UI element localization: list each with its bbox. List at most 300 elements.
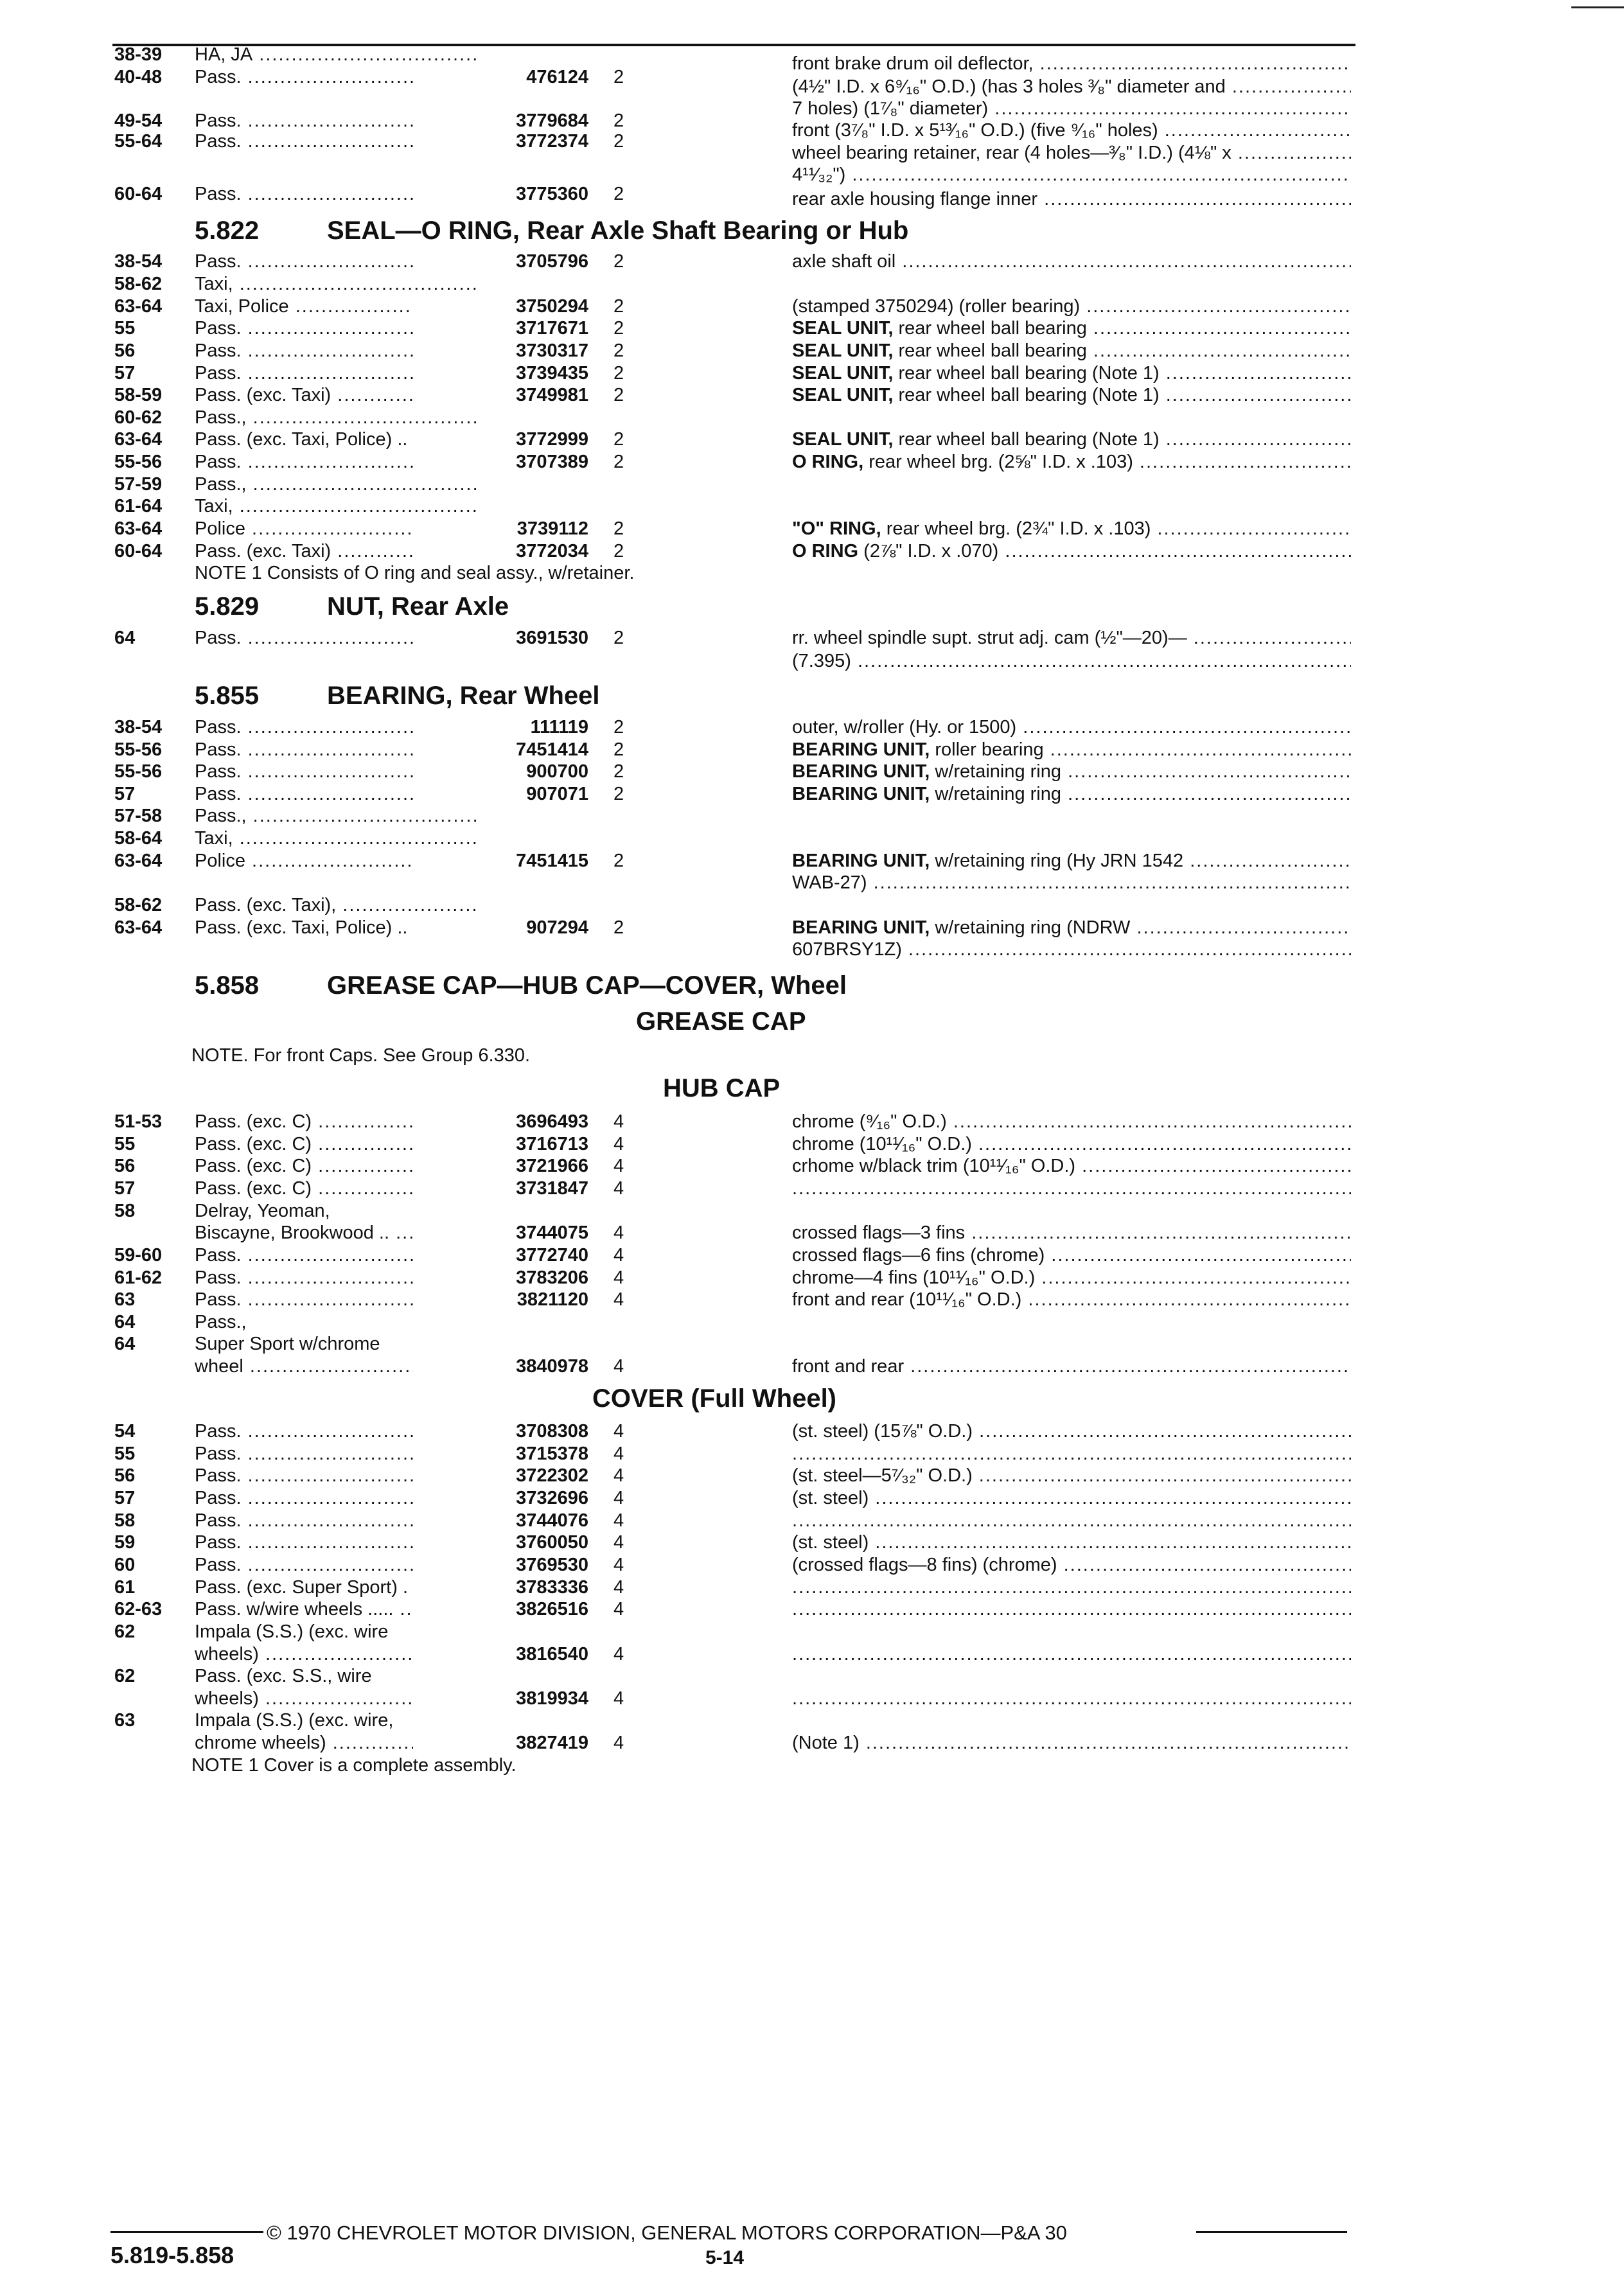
table-row [0, 1688, 1624, 1711]
table-row [0, 340, 1624, 364]
part-description [792, 1465, 1351, 1487]
quantity: 4 [613, 1421, 624, 1442]
part-number: 3783206 [413, 1267, 588, 1289]
table-row [0, 1644, 1624, 1667]
quantity: 2 [613, 318, 624, 339]
table-row [0, 917, 1624, 940]
year-range: 55-56 [114, 452, 163, 473]
table-row [0, 274, 1624, 297]
description-text: rear wheel brg. (2¾" I.D. x .103) [881, 518, 1151, 539]
model-name: Pass. ..... [195, 1465, 477, 1487]
description-text: (st. steel) (15⅞" O.D.) [792, 1421, 973, 1442]
model-name: Pass. ..... [195, 1289, 477, 1311]
part-number: 900700 [413, 761, 588, 782]
model-name: wheels) ..... [195, 1644, 477, 1665]
year-range: 58-62 [114, 895, 163, 916]
copyright-line: © 1970 CHEVROLET MOTOR DIVISION, GENERAL MOTORS CORPORATION—P&A 30 [267, 2221, 1067, 2245]
model-name: Pass., ..... [195, 407, 477, 428]
table-row [0, 939, 1624, 962]
model-name: Pass. ..... [195, 628, 477, 649]
year-range: 58-64 [114, 828, 163, 849]
model-name: Pass. ..... [195, 67, 477, 88]
quantity: 4 [613, 1688, 624, 1709]
model-name: Pass. ..... [195, 784, 477, 805]
part-description [792, 1488, 1351, 1509]
year-range: 38-39 [114, 44, 163, 66]
part-description [792, 318, 1351, 339]
table-row [0, 1356, 1624, 1379]
year-range: 63-64 [114, 296, 163, 317]
table-row [0, 1444, 1624, 1467]
table-row [0, 628, 1624, 651]
part-number: 3721966 [413, 1156, 588, 1177]
part-number: 3826516 [413, 1599, 588, 1620]
quantity: 2 [613, 110, 624, 132]
footer-rule-right [1196, 2231, 1347, 2233]
part-description [792, 851, 1351, 872]
model-name: Pass. (exc. Taxi, Police) .. ..... [195, 429, 477, 450]
part-description [792, 189, 1351, 210]
part-number: 3775360 [413, 184, 588, 205]
year-range: 57 [114, 1178, 136, 1199]
part-number: 3816540 [413, 1644, 588, 1665]
part-number: 3717671 [413, 318, 588, 339]
model-name: Taxi, Police ..... [195, 296, 477, 317]
description-text: rear wheel ball bearing [893, 318, 1087, 339]
quantity: 4 [613, 1643, 624, 1664]
table-row [0, 89, 1624, 119]
model-name: Pass. (exc. Super Sport) . ..... [195, 1577, 477, 1598]
model-name: Pass. ..... [195, 1444, 477, 1465]
year-range: 38-54 [114, 251, 163, 272]
part-description [792, 1267, 1351, 1289]
description-keyword: BEARING UNIT, [792, 761, 930, 782]
year-range: 55 [114, 1443, 136, 1464]
part-number: 3772740 [413, 1245, 588, 1266]
part-number: 3749981 [413, 385, 588, 406]
description-keyword: O RING, [792, 452, 864, 473]
table-row [0, 1577, 1624, 1600]
part-description [792, 1644, 1351, 1665]
year-range: 58-62 [114, 273, 163, 294]
model-name: Pass. w/wire wheels ..... ..... [195, 1599, 477, 1620]
part-number: 3769530 [413, 1555, 588, 1576]
year-range: 63 [114, 1710, 136, 1731]
quantity: 2 [613, 628, 624, 649]
model-name: Pass. ..... [195, 452, 477, 473]
year-range: 58 [114, 1510, 136, 1531]
table-row [0, 296, 1624, 319]
quantity: 4 [613, 1133, 624, 1154]
description-text: rear wheel ball bearing (Note 1) [893, 429, 1160, 450]
part-number: 7451415 [413, 851, 588, 872]
quantity: 2 [613, 251, 624, 272]
part-description [792, 917, 1351, 939]
year-range: 55 [114, 318, 136, 339]
part-number: 3722302 [413, 1465, 588, 1487]
model-name: chrome wheels) ..... [195, 1733, 477, 1754]
model-name: Delray, Yeoman, [195, 1200, 330, 1221]
quantity: 4 [613, 1156, 624, 1177]
description-keyword: BEARING UNIT, [792, 739, 930, 760]
part-description [792, 939, 1351, 960]
model-name: Pass., [195, 1311, 247, 1332]
description-text: 7 holes) (1⁷⁄₈" diameter) [792, 98, 989, 119]
year-range: 38-54 [114, 716, 163, 737]
quantity: 4 [613, 1510, 624, 1531]
quantity: 4 [613, 1356, 624, 1377]
part-description [792, 717, 1351, 738]
part-number: 3783336 [413, 1577, 588, 1598]
table-row [0, 1312, 1624, 1335]
table-row [0, 1421, 1624, 1444]
part-description [792, 340, 1351, 362]
model-name: Pass. (exc. Taxi) ..... [195, 541, 477, 562]
model-name: Pass. ..... [195, 1555, 477, 1576]
table-row [0, 110, 1624, 141]
model-name: wheels) ..... [195, 1688, 477, 1709]
quantity: 2 [613, 385, 624, 406]
table-row [0, 1733, 1624, 1756]
part-number: 3744076 [413, 1510, 588, 1532]
part-number: 476124 [413, 67, 588, 88]
model-name: Impala (S.S.) (exc. wire, [195, 1710, 394, 1731]
table-row [0, 651, 1624, 674]
part-number: 3715378 [413, 1444, 588, 1465]
year-range: 58-59 [114, 385, 163, 406]
description-text: (crossed flags—8 fins) (chrome) [792, 1555, 1057, 1575]
model-name: Impala (S.S.) (exc. wire [195, 1621, 389, 1642]
part-description [792, 429, 1351, 450]
note-cover: NOTE 1 Cover is a complete assembly. [191, 1754, 516, 1776]
part-number: 3760050 [413, 1532, 588, 1553]
table-row [0, 1599, 1624, 1622]
year-range: 64 [114, 1311, 136, 1332]
year-range: 63 [114, 1289, 136, 1311]
table-row [0, 131, 1624, 164]
description-text: front brake drum oil deflector, [792, 53, 1034, 75]
part-description [792, 251, 1351, 272]
description-text: (st. steel—5⁷⁄₃₂" O.D.) [792, 1465, 973, 1487]
quantity: 4 [613, 1532, 624, 1553]
section-number: 5.822 [195, 216, 260, 245]
part-description [792, 363, 1351, 384]
year-range: 62 [114, 1621, 136, 1642]
section-title: GREASE CAP—HUB CAP—COVER, Wheel [327, 971, 847, 1000]
part-number: 3840978 [413, 1356, 588, 1377]
part-number: 3819934 [413, 1688, 588, 1709]
year-range: 64 [114, 1334, 136, 1355]
year-range: 51-53 [114, 1111, 163, 1133]
model-name: Pass. ..... [195, 761, 477, 782]
model-name: Pass. ..... [195, 1421, 477, 1442]
model-name: Taxi, ..... [195, 496, 477, 517]
part-description [792, 1688, 1351, 1709]
table-row [0, 1223, 1624, 1246]
table-row [0, 1555, 1624, 1578]
corner-scan-mark [1571, 6, 1624, 8]
part-description [792, 1733, 1351, 1754]
model-name: Pass. ..... [195, 251, 477, 272]
part-description [792, 739, 1351, 761]
part-description [792, 1356, 1351, 1377]
year-range: 57-59 [114, 473, 163, 495]
model-name: Taxi, ..... [195, 828, 477, 849]
table-row [0, 1134, 1624, 1157]
year-range: 61-64 [114, 496, 163, 517]
description-text: crhome w/black trim (10¹¹⁄₁₆" O.D.) [792, 1156, 1076, 1177]
table-row [0, 385, 1624, 408]
page-reference: 5.819-5.858 [110, 2242, 234, 2269]
quantity: 2 [613, 783, 624, 804]
model-name: Pass. ..... [195, 318, 477, 339]
quantity: 2 [613, 429, 624, 450]
quantity: 2 [613, 850, 624, 871]
table-row [0, 1111, 1624, 1134]
description-text: rear wheel ball bearing [893, 340, 1087, 361]
table-row [0, 541, 1624, 564]
part-number: 3705796 [413, 251, 588, 272]
year-range: 60-64 [114, 540, 163, 561]
year-range: 60 [114, 1555, 136, 1575]
model-name: Pass. ..... [195, 1245, 477, 1266]
year-range: 61-62 [114, 1267, 163, 1288]
quantity: 4 [613, 1555, 624, 1575]
quantity: 4 [613, 1223, 624, 1244]
model-name: Pass. ..... [195, 717, 477, 738]
part-number: 3707389 [413, 452, 588, 473]
part-description [792, 1134, 1351, 1155]
model-name: Pass. (exc. S.S., wire [195, 1666, 372, 1687]
description-text: chrome (⁹⁄₁₆" O.D.) [792, 1111, 947, 1133]
description-keyword: SEAL UNIT, [792, 318, 894, 339]
description-keyword: O RING [792, 540, 859, 561]
model-name: Pass. (exc. C) ..... [195, 1111, 477, 1133]
page-number: 5-14 [705, 2247, 745, 2268]
quantity: 4 [613, 1111, 624, 1133]
year-range: 62-63 [114, 1599, 163, 1620]
description-text: rear wheel brg. (2⅝" I.D. x .103) [863, 452, 1133, 473]
section-title: SEAL—O RING, Rear Axle Shaft Bearing or Hub [327, 216, 909, 245]
table-row [0, 1156, 1624, 1179]
table-row [0, 1245, 1624, 1268]
model-name: Pass. ..... [195, 110, 477, 132]
description-text: outer, w/roller (Hy. or 1500) [792, 716, 1017, 737]
description-text: front and rear (10¹¹⁄₁₆" O.D.) [792, 1289, 1022, 1311]
model-name: Super Sport w/chrome [195, 1334, 380, 1355]
part-description [792, 784, 1351, 805]
model-name: Pass. ..... [195, 739, 477, 761]
description-text: front (3⁷⁄₈" I.D. x 5¹³⁄₁₆" O.D.) (five ⁹⁄₁₆" holes) [792, 120, 1158, 141]
part-description [792, 1223, 1351, 1244]
part-description [792, 518, 1351, 540]
quantity: 4 [613, 1443, 624, 1464]
quantity: 4 [613, 1465, 624, 1487]
quantity: 4 [613, 1488, 624, 1509]
part-description [792, 1599, 1351, 1620]
description-text: roller bearing [930, 739, 1044, 760]
model-name: Pass. ..... [195, 184, 477, 205]
table-row [0, 452, 1624, 475]
description-text: wheel bearing retainer, rear (4 holes—³⁄₈" I.D.) (4⅛" x [792, 143, 1231, 164]
part-number: 3732696 [413, 1488, 588, 1509]
table-row [0, 363, 1624, 386]
year-range: 58 [114, 1200, 136, 1221]
description-text: rear axle housing flange inner [792, 189, 1038, 210]
description-keyword: BEARING UNIT, [792, 783, 930, 804]
quantity: 4 [613, 1289, 624, 1311]
quantity: 4 [613, 1576, 624, 1598]
description-text: (stamped 3750294) (roller bearing) [792, 296, 1081, 317]
part-number: 7451414 [413, 739, 588, 761]
quantity: 2 [613, 340, 624, 361]
description-text: (2⅞" I.D. x .070) [858, 540, 999, 561]
table-row [0, 761, 1624, 784]
quantity: 4 [613, 1599, 624, 1620]
quantity: 2 [613, 452, 624, 473]
quantity: 4 [613, 1267, 624, 1288]
table-row [0, 1621, 1624, 1645]
table-row [0, 1334, 1624, 1357]
part-description [792, 1510, 1351, 1532]
description-text: rear wheel ball bearing (Note 1) [893, 362, 1160, 384]
model-name: Pass. ..... [195, 363, 477, 384]
part-number: 111119 [413, 717, 588, 738]
description-text: rr. wheel spindle supt. strut adj. cam (½"—20)— [792, 628, 1187, 649]
part-description [792, 1178, 1351, 1199]
part-description [792, 1111, 1351, 1133]
part-description [792, 872, 1351, 894]
description-text: front and rear [792, 1356, 905, 1377]
part-description [792, 296, 1351, 317]
model-name: Pass. ..... [195, 1532, 477, 1553]
description-text: w/retaining ring (NDRW [930, 917, 1131, 938]
year-range: 40-48 [114, 66, 163, 87]
year-range: 55-56 [114, 761, 163, 782]
table-row [0, 429, 1624, 452]
part-number: 3708308 [413, 1421, 588, 1442]
part-description [792, 164, 1351, 186]
description-keyword: BEARING UNIT, [792, 850, 930, 871]
table-row [0, 44, 1624, 75]
quantity: 2 [613, 131, 624, 152]
model-name: Pass. (exc. Taxi, Police) .. ..... [195, 917, 477, 939]
year-range: 56 [114, 1465, 136, 1487]
year-range: 59 [114, 1532, 136, 1553]
table-row [0, 251, 1624, 274]
table-row [0, 739, 1624, 763]
part-number: 907294 [413, 917, 588, 939]
table-row [0, 1532, 1624, 1555]
description-text: crossed flags—3 fins [792, 1223, 966, 1244]
table-row [0, 184, 1624, 210]
table-row [0, 1289, 1624, 1312]
model-name: Pass. ..... [195, 131, 477, 152]
year-range: 63-64 [114, 917, 163, 938]
part-description [792, 541, 1351, 562]
table-row [0, 851, 1624, 874]
section-number: 5.829 [195, 592, 260, 621]
year-range: 63-64 [114, 518, 163, 539]
table-row [0, 828, 1624, 851]
part-number: 3827419 [413, 1733, 588, 1754]
table-row [0, 1178, 1624, 1201]
description-text: chrome (10¹¹⁄₁₆" O.D.) [792, 1133, 972, 1154]
part-description [792, 1555, 1351, 1576]
description-keyword: "O" RING, [792, 518, 881, 539]
subheading-cover: COVER (Full Wheel) [592, 1384, 836, 1413]
table-row [0, 784, 1624, 807]
quantity: 4 [613, 1733, 624, 1754]
quantity: 2 [613, 296, 624, 317]
model-name: Biscayne, Brookwood .. ..... [195, 1223, 477, 1244]
description-text: axle shaft oil [792, 251, 896, 272]
description-keyword: SEAL UNIT, [792, 429, 894, 450]
description-text: (4½" I.D. x 6⁹⁄₁₆" O.D.) (has 3 holes ³⁄₈" diameter and [792, 76, 1226, 97]
description-text: WAB-27) [792, 872, 867, 894]
table-row [0, 1488, 1624, 1511]
table-row [0, 318, 1624, 341]
model-name: Pass. (exc. Taxi) ..... [195, 385, 477, 406]
description-text: w/retaining ring (Hy JRN 1542 [930, 850, 1184, 871]
year-range: 55-56 [114, 739, 163, 760]
description-text: chrome—4 fins (10¹¹⁄₁₆" O.D.) [792, 1267, 1036, 1288]
model-name: Police ..... [195, 518, 477, 540]
quantity: 4 [613, 1244, 624, 1266]
table-row [0, 1666, 1624, 1689]
year-range: 57 [114, 362, 136, 384]
note-grease-cap: NOTE. For front Caps. See Group 6.330. [191, 1045, 531, 1066]
quantity: 2 [613, 739, 624, 760]
model-name: Pass. ..... [195, 1510, 477, 1532]
part-description [792, 1577, 1351, 1598]
model-name: Pass., ..... [195, 806, 477, 827]
year-range: 49-54 [114, 110, 163, 132]
year-range: 57 [114, 1488, 136, 1509]
section-number: 5.858 [195, 971, 260, 1000]
subheading-grease-cap: GREASE CAP [636, 1007, 806, 1036]
note-5822: NOTE 1 Consists of O ring and seal assy., w/retainer. [195, 563, 635, 584]
quantity: 2 [613, 917, 624, 938]
model-name: Pass. (exc. Taxi), ..... [195, 895, 477, 916]
table-row [0, 1465, 1624, 1488]
model-name: Pass. ..... [195, 1488, 477, 1509]
part-number: 3772034 [413, 541, 588, 562]
model-name: Pass., ..... [195, 474, 477, 495]
year-range: 57-58 [114, 806, 163, 827]
part-description [792, 1156, 1351, 1177]
part-number: 3696493 [413, 1111, 588, 1133]
description-keyword: SEAL UNIT, [792, 385, 894, 406]
year-range: 61 [114, 1576, 136, 1598]
table-row [0, 407, 1624, 430]
table-row [0, 872, 1624, 896]
table-row [0, 474, 1624, 497]
description-text: (st. steel) [792, 1532, 869, 1553]
description-text: (Note 1) [792, 1733, 860, 1754]
part-description [792, 1532, 1351, 1553]
year-range: 56 [114, 1156, 136, 1177]
description-text: (st. steel) [792, 1488, 869, 1509]
quantity: 2 [613, 362, 624, 384]
description-keyword: SEAL UNIT, [792, 362, 894, 384]
table-row [0, 1267, 1624, 1291]
part-description [792, 452, 1351, 473]
model-name: Pass. ..... [195, 340, 477, 362]
part-number: 3772999 [413, 429, 588, 450]
year-range: 60-64 [114, 184, 163, 205]
model-name: Pass. (exc. C) ..... [195, 1156, 477, 1177]
